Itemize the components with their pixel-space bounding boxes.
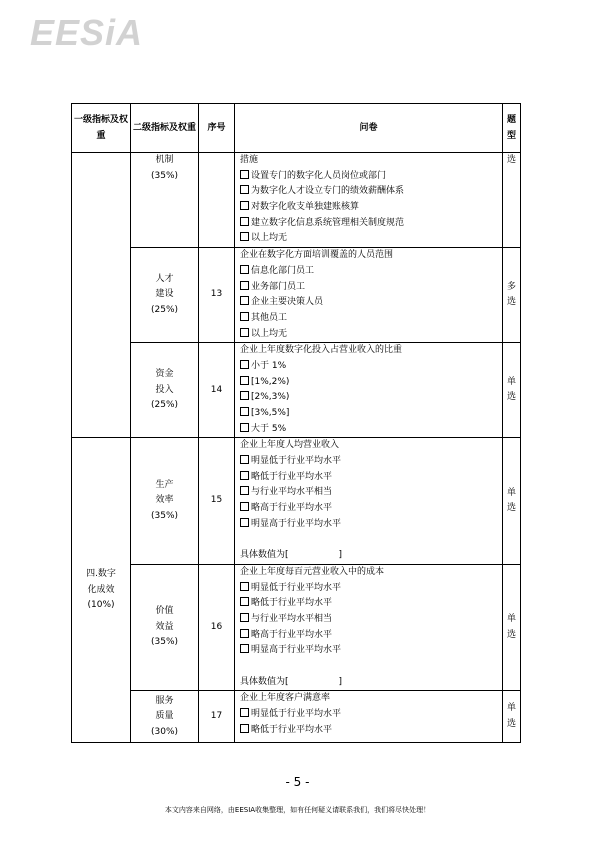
- table-row: [72, 438, 521, 565]
- level2-cell: 生产 效率 (35%): [131, 438, 199, 565]
- table-row: [72, 691, 521, 743]
- table-row: [72, 343, 521, 438]
- type-cell: 单 选: [503, 691, 521, 743]
- number-cell: 16: [199, 564, 235, 691]
- checkbox[interactable]: [240, 185, 249, 194]
- question-cell: 企业上年度数字化投入占营业收入的比重 小于 1% [1%,2%) [2%,3%) [3%,5%] 大于 5%: [235, 343, 503, 438]
- level1-cell: 四.数字 化成效 (10%): [72, 438, 131, 743]
- table-row: [72, 248, 521, 343]
- checkbox[interactable]: [240, 217, 249, 226]
- checkbox[interactable]: [240, 502, 249, 511]
- checkbox[interactable]: [240, 629, 249, 638]
- header-type: 题型: [503, 104, 521, 153]
- checkbox[interactable]: [240, 582, 249, 591]
- checkbox[interactable]: [240, 644, 249, 653]
- checkbox[interactable]: [240, 708, 249, 717]
- question-cell: 企业上年度客户满意率 明显低于行业平均水平 略低于行业平均水平: [235, 691, 503, 743]
- value-fill-line[interactable]: 具体数值为[ ]: [240, 550, 343, 561]
- number-cell: 15: [199, 438, 235, 565]
- checkbox[interactable]: [240, 613, 249, 622]
- header-level1: 一级指标及权重: [72, 104, 131, 153]
- page-number: - 5 -: [285, 775, 310, 789]
- checkbox[interactable]: [240, 312, 249, 321]
- value-fill-line[interactable]: 具体数值为[ ]: [240, 676, 343, 687]
- checkbox[interactable]: [240, 232, 249, 241]
- level2-cell: 人才 建设 (25%): [131, 248, 199, 343]
- checkbox[interactable]: [240, 423, 249, 432]
- table-header-row: [72, 104, 521, 153]
- checkbox[interactable]: [240, 265, 249, 274]
- checkbox[interactable]: [240, 455, 249, 464]
- checkbox[interactable]: [240, 518, 249, 527]
- table-row: [72, 153, 521, 248]
- number-cell: 17: [199, 691, 235, 743]
- level2-cell: 机制 (35%): [131, 153, 199, 248]
- checkbox[interactable]: [240, 407, 249, 416]
- type-cell: 单 选: [503, 343, 521, 438]
- question-cell: 企业上年度人均营业收入 明显低于行业平均水平 略低于行业平均水平 与行业平均水平相当 略高于行业平均水平 明显高于行业平均水平 具体数值为[ ]: [235, 438, 503, 565]
- checkbox[interactable]: [240, 201, 249, 210]
- type-cell: 单 选: [503, 438, 521, 565]
- number-cell: 13: [199, 248, 235, 343]
- footer-note: 本文内容来自网络，由EESIA收集整理，如有任何疑义请联系我们，我们将尽快处理！: [164, 806, 431, 814]
- checkbox[interactable]: [240, 281, 249, 290]
- table-row: [72, 564, 521, 691]
- question-cell: 措施 设置专门的数字化人员岗位或部门 为数字化人才设立专门的绩效薪酬体系 对数字化收支单独建账核算 建立数字化信息系统管理相关制度规范 以上均无: [235, 153, 503, 248]
- level1-cell-empty: [72, 153, 131, 438]
- header-number: 序号: [199, 104, 235, 153]
- type-cell: 单 选: [503, 564, 521, 691]
- header-level2: 二级指标及权重: [131, 104, 199, 153]
- question-cell: 企业上年度每百元营业收入中的成本 明显低于行业平均水平 略低于行业平均水平 与行业平均水平相当 略高于行业平均水平 明显高于行业平均水平 具体数值为[ ]: [235, 564, 503, 691]
- indicator-table: [71, 103, 521, 743]
- checkbox[interactable]: [240, 170, 249, 179]
- checkbox[interactable]: [240, 360, 249, 369]
- level2-cell: 资金 投入 (25%): [131, 343, 199, 438]
- number-cell: 14: [199, 343, 235, 438]
- header-questionnaire: 问卷: [235, 104, 503, 153]
- question-cell: 企业在数字化方面培训覆盖的人员范围 信息化部门员工 业务部门员工 企业主要决策人员 其他员工 以上均无: [235, 248, 503, 343]
- checkbox[interactable]: [240, 376, 249, 385]
- checkbox[interactable]: [240, 471, 249, 480]
- level2-cell: 服务 质量 (30%): [131, 691, 199, 743]
- checkbox[interactable]: [240, 296, 249, 305]
- type-cell: 选: [503, 153, 521, 248]
- number-cell: [199, 153, 235, 248]
- checkbox[interactable]: [240, 328, 249, 337]
- checkbox[interactable]: [240, 486, 249, 495]
- eesia-logo: EESiA: [30, 12, 144, 53]
- checkbox[interactable]: [240, 724, 249, 733]
- checkbox[interactable]: [240, 597, 249, 606]
- type-cell: 多 选: [503, 248, 521, 343]
- checkbox[interactable]: [240, 391, 249, 400]
- level2-cell: 价值 效益 (35%): [131, 564, 199, 691]
